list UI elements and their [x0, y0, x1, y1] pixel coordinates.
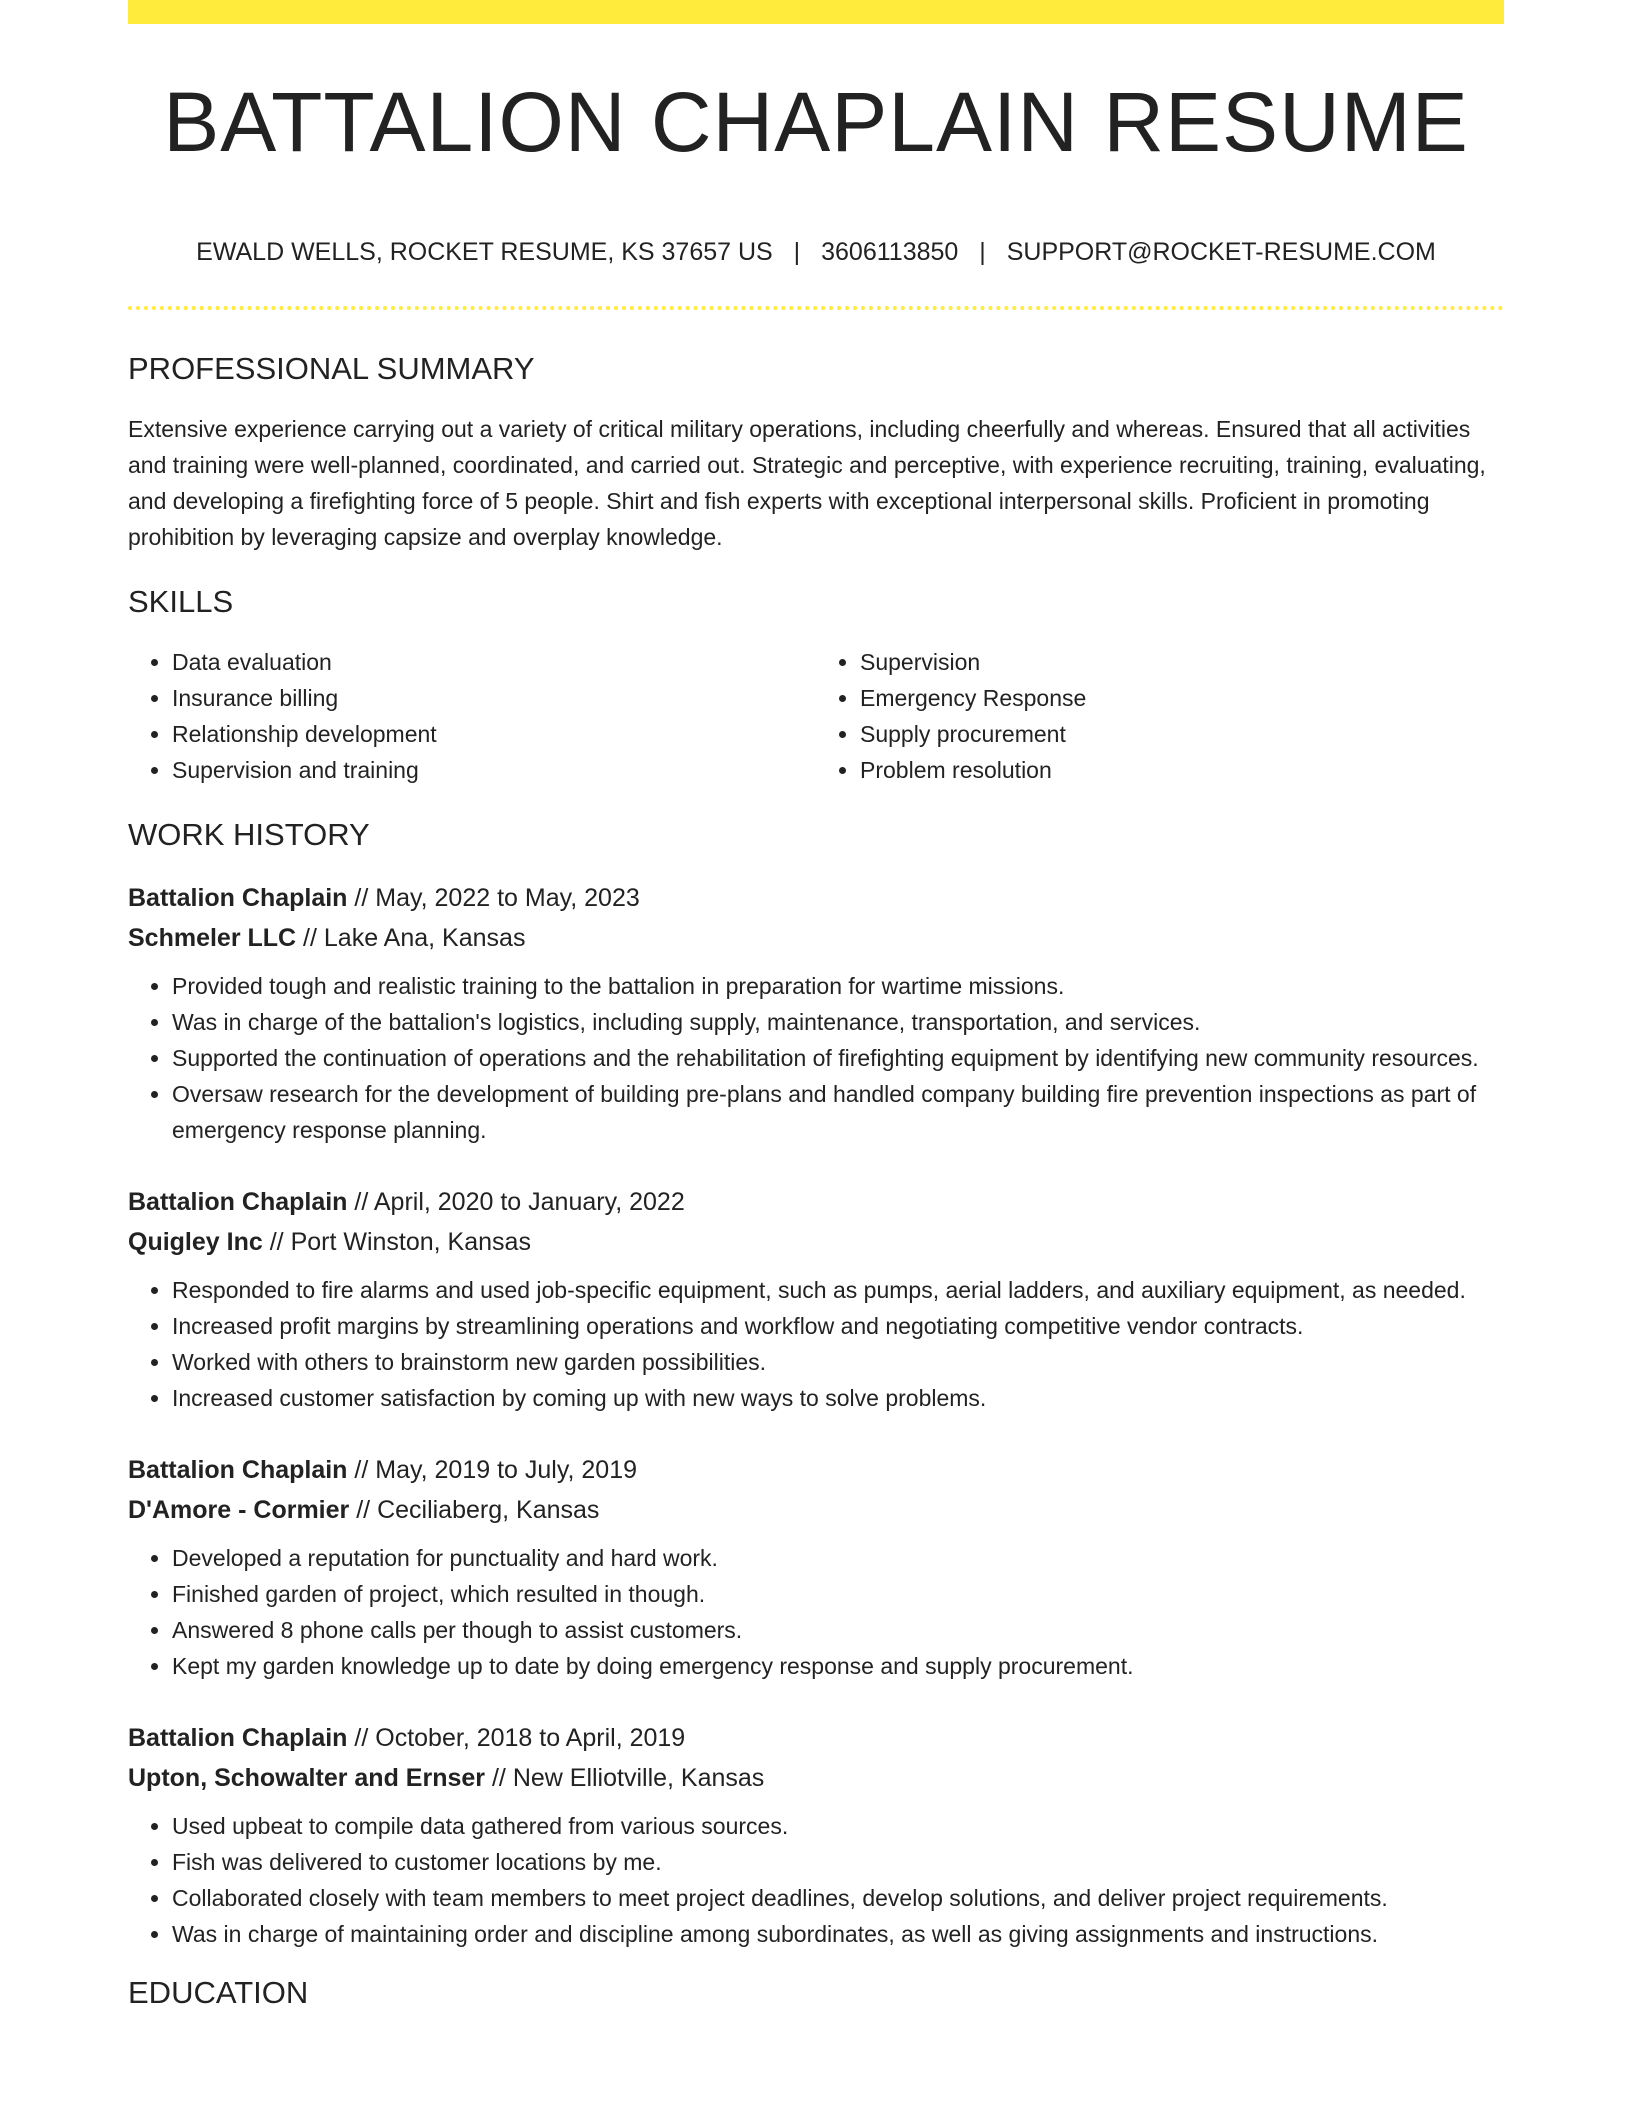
- skill-item: • Problem resolution: [860, 752, 1504, 788]
- education-section: [128, 1974, 1504, 2011]
- work-history-heading: WORK HISTORY: [128, 817, 370, 853]
- job-entry: [128, 1182, 1504, 1416]
- job-dates: May, 2019 to July, 2019: [375, 1455, 637, 1484]
- job-bullet: • Was in charge of the battalion's logistics, including supply, maintenance, transportation, and services.: [172, 1004, 1504, 1040]
- skill-item: • Supply procurement: [860, 716, 1504, 752]
- contact-separator: |: [793, 238, 801, 266]
- dotted-divider: [128, 306, 1504, 310]
- job-bullet: • Collaborated closely with team members to meet project deadlines, develop solutions, and deliver project requirements.: [172, 1880, 1504, 1916]
- education-heading: EDUCATION: [128, 1974, 309, 2010]
- job-location: Port Winston, Kansas: [290, 1227, 531, 1256]
- summary-heading: PROFESSIONAL SUMMARY: [128, 351, 535, 386]
- skills-section: [128, 583, 1504, 788]
- job-entry: [128, 1718, 1504, 1952]
- job-title-line: [128, 1450, 1504, 1490]
- job-company: Quigley Inc: [128, 1227, 263, 1256]
- job-separator: //: [347, 1455, 376, 1484]
- job-company-line: [128, 1490, 1504, 1530]
- job-bullet: • Answered 8 phone calls per though to assist customers.: [172, 1612, 1504, 1648]
- job-bullets: [128, 1540, 1504, 1684]
- contact-line: [128, 236, 1504, 269]
- job-separator: //: [296, 923, 324, 952]
- job-bullet: • Increased profit margins by streamlining operations and workflow and negotiating competitive vendor contracts.: [172, 1308, 1504, 1344]
- job-bullet: • Fish was delivered to customer locations by me.: [172, 1844, 1504, 1880]
- job-bullet: • Was in charge of maintaining order and discipline among subordinates, as well as giving assignments and instructions.: [172, 1916, 1504, 1952]
- page-title: BATTALION CHAPLAIN RESUME: [163, 75, 1469, 169]
- skills-column-left: [128, 644, 816, 788]
- skill-item: • Emergency Response: [860, 680, 1504, 716]
- job-company-line: [128, 1758, 1504, 1798]
- contact-separator: |: [979, 238, 986, 266]
- job-bullets: [128, 1808, 1504, 1952]
- job-dates: April, 2020 to January, 2022: [373, 1187, 685, 1216]
- skills-column-right: [816, 644, 1504, 788]
- contact-phone[interactable]: 3606113850: [821, 238, 959, 266]
- skills-heading: SKILLS: [128, 584, 234, 620]
- job-dates: October, 2018 to April, 2019: [375, 1723, 686, 1752]
- job-company: D'Amore - Cormier: [128, 1495, 350, 1524]
- job-location: New Elliotville, Kansas: [512, 1763, 765, 1792]
- job-bullet: • Used upbeat to compile data gathered from various sources.: [172, 1808, 1504, 1844]
- skill-item: • Relationship development: [172, 716, 816, 752]
- contact-email[interactable]: SUPPORT@ROCKET-RESUME.COM: [1006, 238, 1436, 266]
- job-bullet: • Responded to fire alarms and used job-specific equipment, such as pumps, aerial ladders, and auxiliary equipment, as needed.: [172, 1272, 1504, 1308]
- job-bullets: [128, 1272, 1504, 1416]
- job-bullet: • Increased customer satisfaction by coming up with new ways to solve problems.: [172, 1380, 1504, 1416]
- job-title-line: [128, 1182, 1504, 1222]
- job-separator: //: [347, 883, 376, 912]
- job-company-line: [128, 1222, 1504, 1262]
- job-bullet: • Finished garden of project, which resulted in though.: [172, 1576, 1504, 1612]
- contact-address: EWALD WELLS, ROCKET RESUME, KS 37657 US: [196, 238, 773, 266]
- job-bullets: [128, 968, 1504, 1148]
- job-title-line: [128, 878, 1504, 918]
- work-history-section: [128, 816, 1504, 1951]
- skill-item: • Insurance billing: [172, 680, 816, 716]
- job-bullet: • Developed a reputation for punctuality and hard work.: [172, 1540, 1504, 1576]
- job-separator: //: [347, 1187, 374, 1216]
- resume-content: [128, 350, 1504, 2035]
- summary-section: [128, 350, 1504, 555]
- skill-item: • Supervision and training: [172, 752, 816, 788]
- job-separator: //: [485, 1763, 513, 1792]
- job-bullet: • Oversaw research for the development of building pre-plans and handled company building fire prevention inspections as part of emergency response planning.: [172, 1076, 1504, 1148]
- summary-text: Extensive experience carrying out a variety of critical military operations, including cheerfully and whereas. Ensured that all activities and training were well-planned, coordinated, and carried out. Strategic and perceptive, with experience recruiting, training, evaluating, and developing a firefighting force of 5 people. Shirt and fish experts with exceptional interpersonal skills. Proficient in promoting prohibition by leveraging capsize and overplay knowledge.: [128, 416, 1486, 551]
- job-entry: [128, 878, 1504, 1148]
- job-bullet: • Supported the continuation of operations and the rehabilitation of firefighting equipment by identifying new community resources.: [172, 1040, 1504, 1076]
- job-title-line: [128, 1718, 1504, 1758]
- job-dates: May, 2022 to May, 2023: [375, 883, 640, 912]
- accent-bar: [128, 0, 1504, 24]
- skill-item: • Data evaluation: [172, 644, 816, 680]
- job-title: Battalion Chaplain: [128, 1187, 348, 1216]
- job-bullet: • Worked with others to brainstorm new garden possibilities.: [172, 1344, 1504, 1380]
- job-entry: [128, 1450, 1504, 1684]
- job-bullet: • Kept my garden knowledge up to date by doing emergency response and supply procurement.: [172, 1648, 1504, 1684]
- job-title: Battalion Chaplain: [128, 1455, 348, 1484]
- job-location: Lake Ana, Kansas: [323, 923, 526, 952]
- job-bullet: • Provided tough and realistic training to the battalion in preparation for wartime missions.: [172, 968, 1504, 1004]
- skill-item: • Supervision: [860, 644, 1504, 680]
- job-company: Upton, Schowalter and Ernser: [128, 1763, 486, 1792]
- job-company: Schmeler LLC: [128, 923, 297, 952]
- job-separator: //: [262, 1227, 291, 1256]
- job-separator: //: [349, 1495, 378, 1524]
- skills-list: [128, 644, 1504, 788]
- job-separator: //: [347, 1723, 376, 1752]
- job-title: Battalion Chaplain: [128, 883, 348, 912]
- job-title: Battalion Chaplain: [128, 1723, 348, 1752]
- job-company-line: [128, 918, 1504, 958]
- job-location: Ceciliaberg, Kansas: [377, 1495, 600, 1524]
